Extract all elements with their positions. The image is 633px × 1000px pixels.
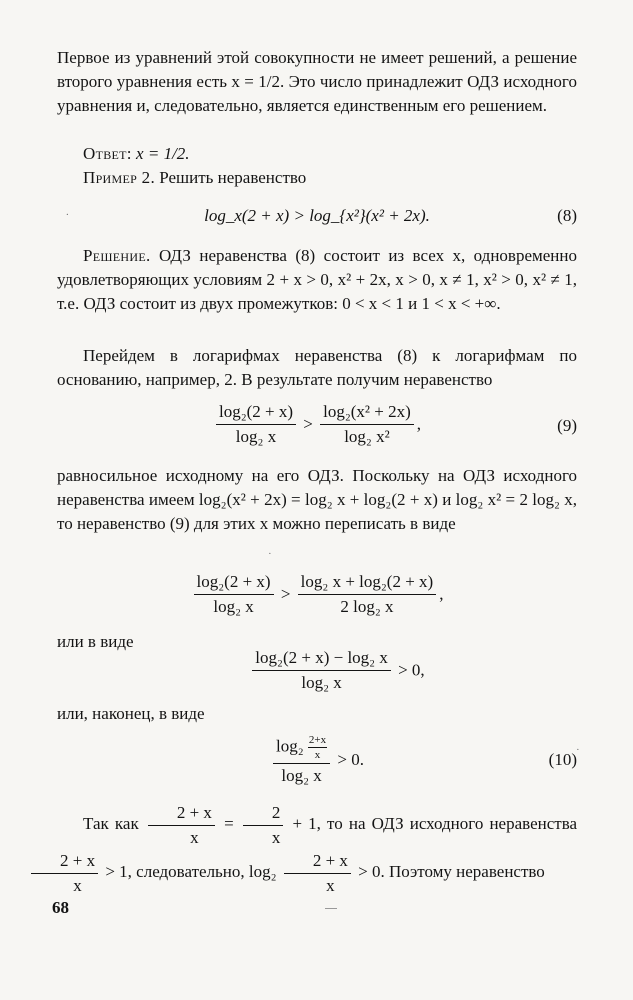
paragraph-intro: Первое из уравнений этой совокупности не имеет решений, а решение второго уравнения есть x = 1/2. Это число принадлежит ОДЗ исходного уравнения и, следовательно, является единственным его решением. <box>57 48 577 115</box>
solution-text: ОДЗ неравенства (8) состоит из всех x, одновременно удовлетворяющих условиям 2 + x > 0, x² + 2x, x > 0, x ≠ 1, x² > 0, x² ≠ 1, т.е. ОДЗ состоит из двух промежутков: 0 < x < 1 и 1 < x < +∞. <box>57 246 578 313</box>
eq10-inner-fraction: $\frac{2+x}{x}$ <box>308 734 327 761</box>
equation-10-number: (10) <box>548 750 577 769</box>
scan-speck: · <box>576 744 580 756</box>
scan-speck: . <box>66 206 69 218</box>
or-text-2: или, наконец, в виде <box>57 704 205 723</box>
example-line <box>57 166 577 190</box>
p5-fraction-4: $\frac{2 + x}{x}$ <box>284 851 351 896</box>
equation-a: $\frac{\text{log₂(2 + x)}}{\text{log₂ x}}$ > $\frac{\text{log₂ x + log₂(2 + x)}}{\text{2 log₂ x}}$ , <box>57 572 577 624</box>
eqa-left-fraction: $\frac{\text{log₂(2 + x)}}{\text{log₂ x}}$ <box>194 572 274 617</box>
solution-label: Решение. <box>83 246 151 265</box>
equation-10: log₂ $\frac{2+x}{x}$ log₂ x > 0. (10) <box>57 734 577 790</box>
eq10-fraction: log₂ $\frac{2+x}{x}$ log₂ x <box>273 734 330 786</box>
p5-fraction-3: $\frac{2 + x}{x}$ <box>31 851 98 896</box>
eq9-left-fraction: $\frac{\text{log₂(2 + x)}}{\text{log₂ x}}$ <box>216 402 296 447</box>
equation-9-number: (9) <box>557 416 577 435</box>
example-text: Решить неравенство <box>159 168 307 187</box>
equation-9: $\frac{\text{log₂(2 + x)}}{\text{log₂ x}}$ > $\frac{\text{log₂(x² + 2x)}}{\text{log₂ x²}}$ , (9) <box>57 402 577 454</box>
page-number: 68 <box>52 898 69 917</box>
eqa-right-fraction: $\frac{\text{log₂ x + log₂(2 + x)}}{\text{2 log₂ x}}$ <box>298 572 437 617</box>
p5-fraction-2: $\frac{2}{x}$ <box>243 803 284 848</box>
solution-paragraph <box>57 244 577 316</box>
or-text-1: или в виде <box>57 632 134 651</box>
paragraph-conclusion: Так как $\frac{2 + x}{x}$ = $\frac{2}{x}$ + 1, то на ОДЗ исходного неравенства $\frac{2 + x}{x}$ > 1, следовательно, log₂ $\frac{2 + x}{x}$ > 0. Поэтому неравенство <box>57 800 577 896</box>
equation-b: $\frac{\text{log₂(2 + x) − log₂ x}}{\text{log₂ x}}$ > 0, <box>57 648 577 700</box>
equation-8 <box>57 206 577 232</box>
answer-line <box>57 142 577 166</box>
p5-fraction-1: $\frac{2 + x}{x}$ <box>148 803 215 848</box>
equation-8-number: (8) <box>557 206 577 225</box>
paragraph-transition: Перейдем в логарифмах неравенства (8) к логарифмам по основанию, например, 2. В результате получим неравенство <box>57 346 577 389</box>
scan-speck: · <box>268 548 272 560</box>
answer-label: Ответ: <box>83 144 132 163</box>
paragraph-rewrite: равносильное исходному на его ОДЗ. Поскольку на ОДЗ исходного неравенства имеем log₂(x² + 2x) = log₂ x + log₂(2 + x) и log₂ x² = 2 log₂ x, то неравенство (9) для этих x можно переписать в виде <box>57 466 577 533</box>
example-label: Пример 2. <box>83 168 155 187</box>
eqb-fraction: $\frac{\text{log₂(2 + x) − log₂ x}}{\text{log₂ x}}$ <box>252 648 391 693</box>
answer-value: x = 1/2. <box>136 144 190 163</box>
scan-speck <box>325 908 337 909</box>
eq9-right-fraction: $\frac{\text{log₂(x² + 2x)}}{\text{log₂ x²}}$ <box>320 402 414 447</box>
equation-8-formula: log_x(2 + x) > log_{x²}(x² + 2x). <box>204 206 430 225</box>
